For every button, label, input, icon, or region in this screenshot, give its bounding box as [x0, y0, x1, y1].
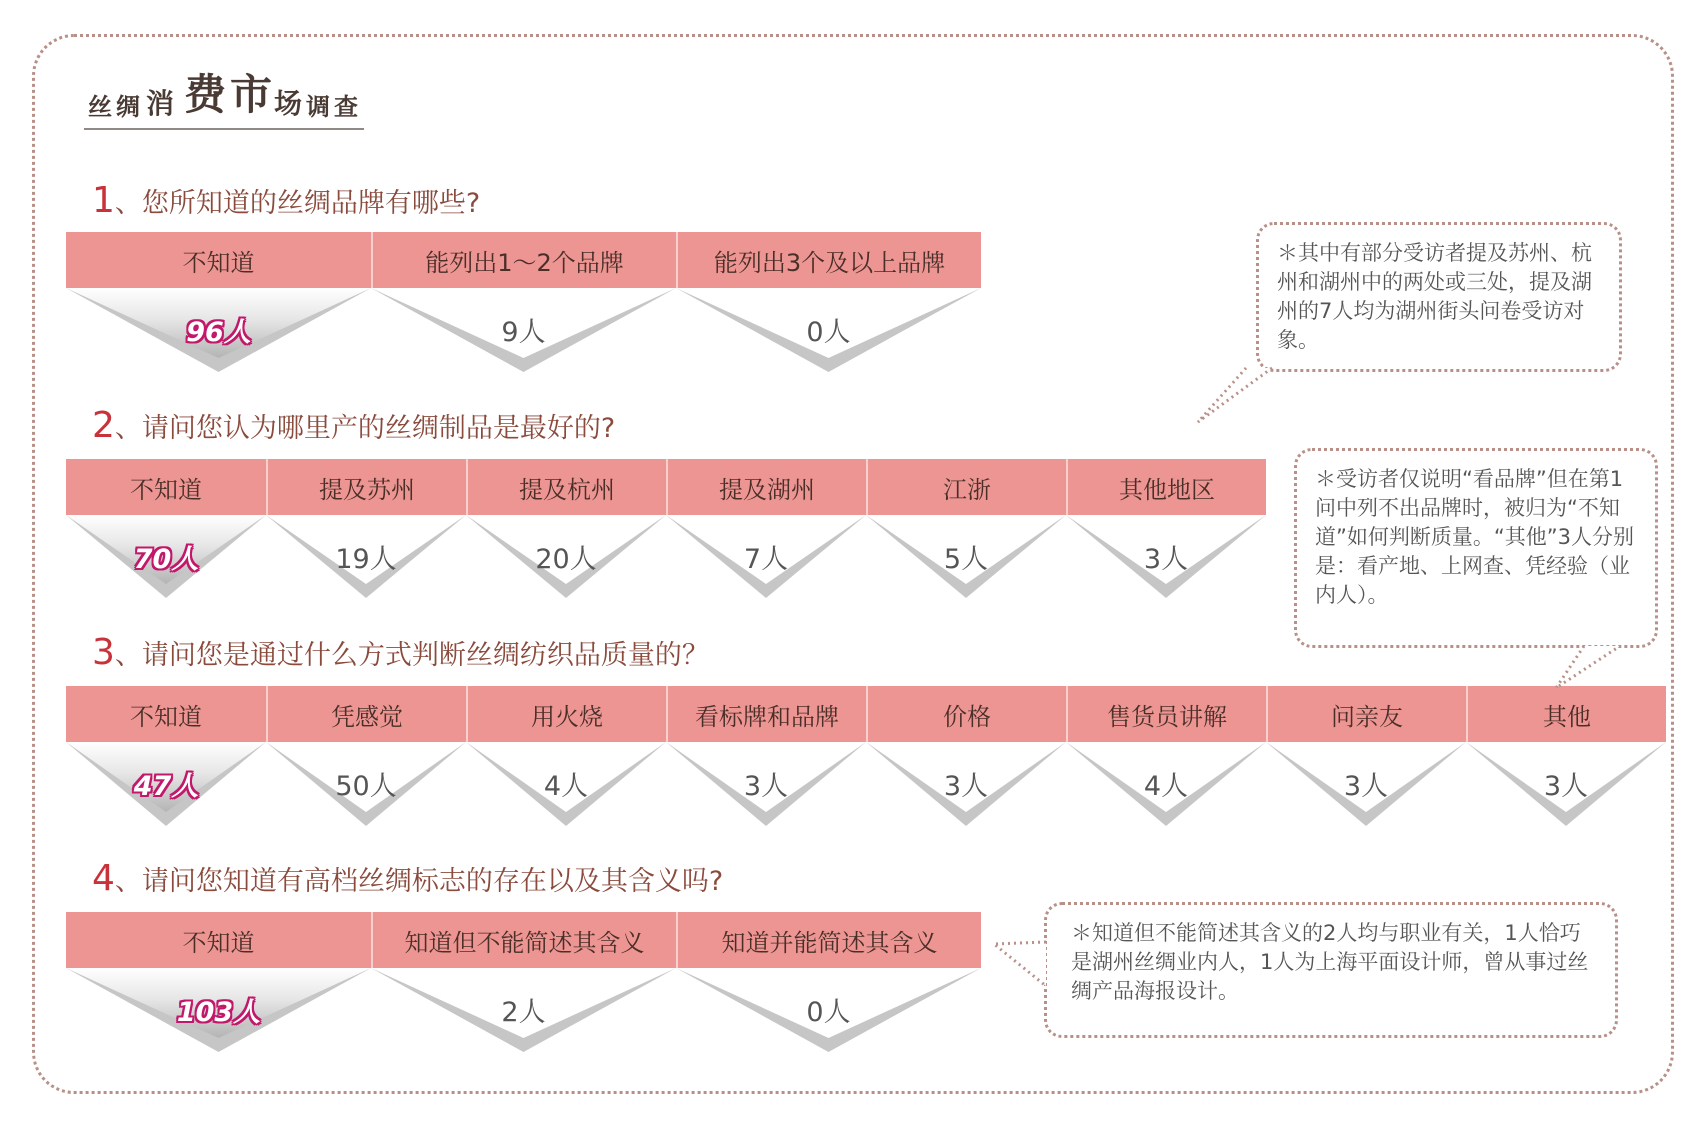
value-label: 3人 [1543, 771, 1589, 802]
value-label: 7人 [743, 544, 789, 575]
category-header: 不知道 [66, 232, 371, 288]
question-title [92, 180, 480, 221]
category-header: 知道并能简述其含义 [676, 912, 981, 968]
value-label: 103人 [176, 997, 261, 1028]
value-label: 70人 [133, 544, 199, 575]
value-label: 4人 [1143, 771, 1189, 802]
value-label: 50人 [335, 771, 397, 802]
category-header: 提及苏州 [266, 459, 466, 515]
category-header: 售货员讲解 [1066, 686, 1266, 742]
value-label: 0人 [806, 997, 851, 1028]
category-header: 江浙 [866, 459, 1066, 515]
question-title [92, 405, 615, 446]
question-text: 、请问您认为哪里产的丝绸制品是最好的? [114, 413, 616, 444]
category-header: 提及湖州 [666, 459, 866, 515]
category-header: 用火烧 [466, 686, 666, 742]
value-label: 0人 [806, 317, 851, 348]
value-label: 5人 [943, 544, 989, 575]
question-number: 3 [92, 632, 115, 673]
category-header: 价格 [866, 686, 1066, 742]
question-text: 、您所知道的丝绸品牌有哪些? [114, 188, 481, 219]
question-text: 、请问您是通过什么方式判断丝绸纺织品质量的？ [114, 640, 709, 671]
question-title [92, 632, 709, 673]
category-header: 看标牌和品牌 [666, 686, 866, 742]
value-label: 2人 [501, 997, 546, 1028]
page-title-char: 丝 [88, 93, 112, 121]
value-label: 3人 [743, 771, 789, 802]
page-title-char: 费 [184, 70, 227, 119]
value-label: 9人 [501, 317, 546, 348]
category-header: 能列出1～2个品牌 [371, 232, 676, 288]
value-label: 4人 [543, 771, 589, 802]
value-label: 3人 [1143, 544, 1189, 575]
question-number: 2 [92, 405, 115, 446]
category-header: 其他 [1466, 686, 1666, 742]
question-number: 4 [92, 858, 115, 899]
value-label: 96人 [186, 317, 251, 348]
category-header: 凭感觉 [266, 686, 466, 742]
category-header: 提及杭州 [466, 459, 666, 515]
note-q2: ＊受访者仅说明“看品牌”但在第1问中列不出品牌时，被归为“不知道”如何判断质量。“其他”3人分别是：看产地、上网查、凭经验（业内人）。 [1294, 448, 1658, 648]
value-label: 47人 [133, 771, 199, 802]
category-header: 不知道 [66, 912, 371, 968]
page-title-char: 绸 [116, 93, 140, 121]
category-header: 能列出3个及以上品牌 [676, 232, 981, 288]
category-header: 问亲友 [1266, 686, 1466, 742]
category-header: 不知道 [66, 459, 266, 515]
question-number: 1 [92, 180, 115, 221]
page-title-char: 查 [334, 93, 358, 121]
question-title [92, 858, 723, 899]
value-label: 20人 [535, 544, 597, 575]
category-header: 知道但不能简述其含义 [371, 912, 676, 968]
category-header: 不知道 [66, 686, 266, 742]
note-q4: ＊知道但不能简述其含义的2人均与职业有关，1人恰巧是湖州丝绸业内人，1人为上海平面设计师，曾从事过丝绸产品海报设计。 [1044, 902, 1618, 1038]
value-label: 19人 [335, 544, 397, 575]
page-title-char: 调 [306, 93, 330, 121]
question-text: 、请问您知道有高档丝绸标志的存在以及其含义吗? [114, 866, 724, 897]
page-title-char: 市 [230, 70, 273, 119]
page-title-char: 场 [274, 87, 303, 120]
value-label: 3人 [1343, 771, 1389, 802]
category-header: 其他地区 [1066, 459, 1266, 515]
value-label: 3人 [943, 771, 989, 802]
page-title-char: 消 [146, 87, 175, 120]
note-q1: ＊其中有部分受访者提及苏州、杭州和湖州中的两处或三处，提及湖州的7人均为湖州街头问卷受访对象。 [1256, 222, 1622, 372]
